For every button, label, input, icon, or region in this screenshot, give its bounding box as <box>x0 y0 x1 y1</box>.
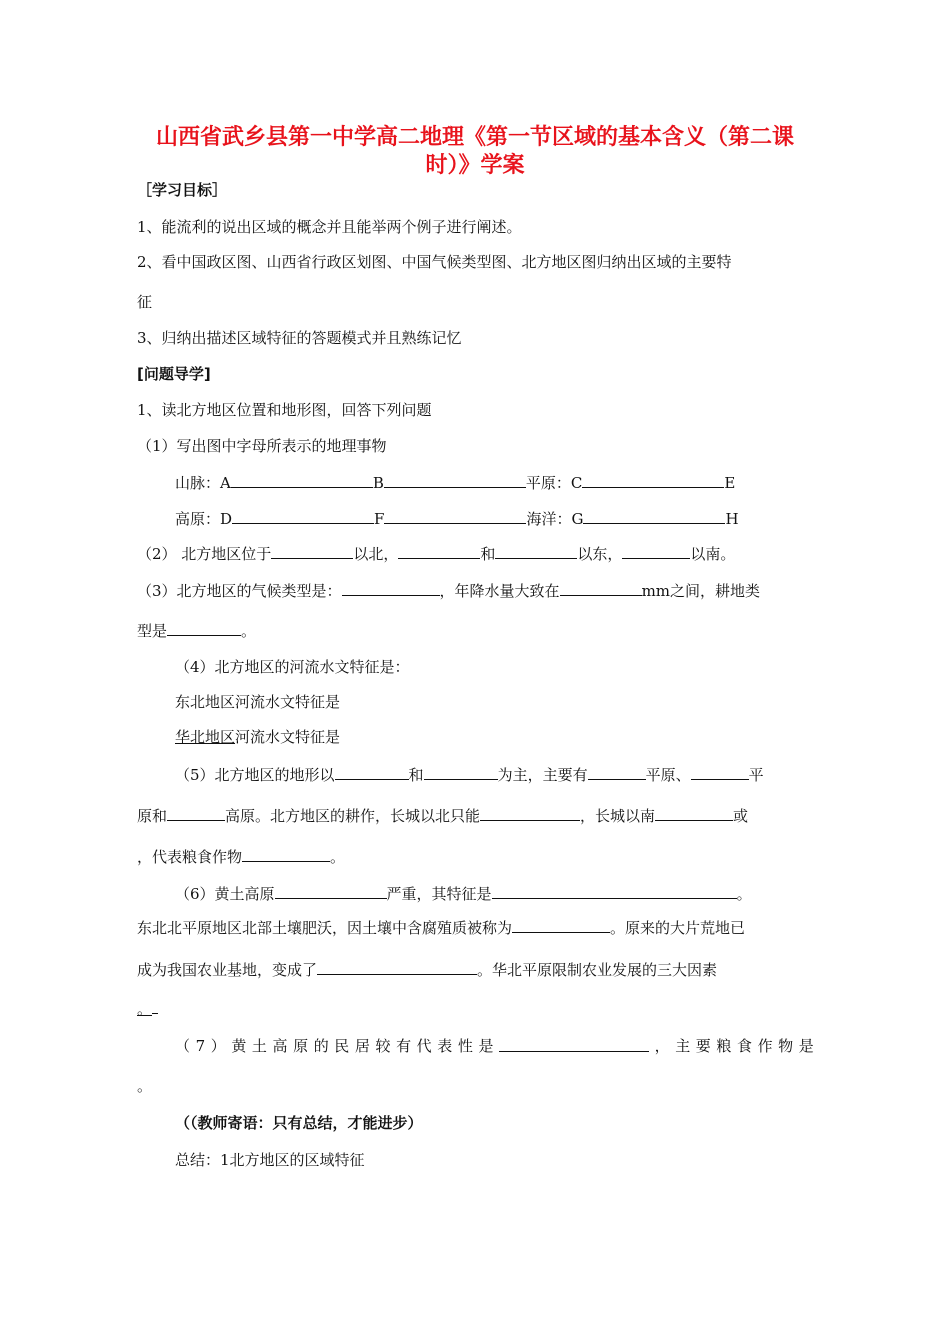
plateau-label: 高原：D <box>175 510 233 528</box>
question-3 <box>137 580 760 601</box>
q2-blank-2[interactable] <box>398 543 480 559</box>
question-6 <box>175 883 752 904</box>
q5-blank-6[interactable] <box>480 805 580 821</box>
q5-plain: 平原、 <box>645 766 691 784</box>
objective-3: 3、归纳出描述区域特征的答题模式并且熟练记忆 <box>137 329 462 347</box>
q7-char: 高 <box>272 1037 288 1055</box>
plateau-row <box>175 508 739 529</box>
q2-and: 和 <box>480 545 496 563</box>
q3-mid: ，年降水量大致在 <box>439 582 560 600</box>
q2-blank-4[interactable] <box>622 543 690 559</box>
q7-char: 是 <box>798 1037 814 1055</box>
q7-char: 7 <box>195 1037 206 1055</box>
q5-l2a: 原和 <box>137 807 168 825</box>
p-blank-3[interactable] <box>152 998 158 1014</box>
q3-blank-2[interactable] <box>560 580 642 596</box>
question-7 <box>137 1036 814 1056</box>
p1a: 东北北平原地区北部土壤肥沃，因土壤中含腐殖质被称为 <box>137 919 513 937</box>
document-title <box>120 124 830 180</box>
q3-prefix: （3）北方地区的气候类型是： <box>137 582 342 600</box>
q5-prefix: （5）北方地区的地形以 <box>175 766 335 784</box>
question-7-end: 。 <box>137 1077 153 1095</box>
teacher-message: （（教师寄语：只有总结，才能进步） <box>175 1114 423 1132</box>
q7-char: 粮 <box>716 1037 732 1055</box>
summary: 总结：1北方地区的区域特征 <box>175 1151 365 1169</box>
q7-char: 要 <box>695 1037 711 1055</box>
question-5-line-2 <box>137 805 748 826</box>
q7-blank-1[interactable] <box>499 1036 649 1052</box>
objective-2-continued: 征 <box>137 293 153 311</box>
question-1: 1、读北方地区位置和地形图，回答下列问题 <box>137 401 432 419</box>
q5-l3a: ，代表粮食作物 <box>137 848 243 866</box>
q7-char: 表 <box>437 1037 453 1055</box>
q5-l2b: 高原。北方地区的耕作，长城以北只能 <box>225 807 481 825</box>
q3-line2a: 型是 <box>137 622 168 640</box>
question-5 <box>175 764 764 785</box>
q7-char: ） <box>210 1037 226 1055</box>
q2-blank-3[interactable] <box>495 543 577 559</box>
q7-char: 有 <box>396 1037 412 1055</box>
q7-char: 居 <box>354 1037 370 1055</box>
question-3-continued <box>137 620 256 641</box>
guide-heading: [问题导学] <box>137 365 211 383</box>
q7-char: ， <box>654 1037 670 1055</box>
q3-blank-3[interactable] <box>167 620 241 636</box>
q5-blank-2[interactable] <box>424 764 498 780</box>
p2b: 。华北平原限制农业发展的三大因素 <box>477 961 718 979</box>
q6-blank-1[interactable] <box>275 883 387 899</box>
q7-char: 民 <box>334 1037 350 1055</box>
blank-f[interactable] <box>384 508 526 524</box>
title-line-1: 山西省武乡县第一中学高二地理《第一节区域的基本含义（第二课 <box>155 125 794 150</box>
blank-c[interactable] <box>582 472 724 488</box>
p3: 。 <box>137 1000 153 1018</box>
q7-char: 土 <box>251 1037 267 1055</box>
q4-northeast: 东北地区河流水文特征是 <box>175 693 341 711</box>
letter-h: H <box>725 510 739 528</box>
question-5-line-3 <box>137 846 345 867</box>
paragraph-line-1 <box>137 917 745 938</box>
mountains-label: 山脉：A <box>175 474 231 492</box>
q5-main: 为主，主要有 <box>497 766 588 784</box>
q7-char: 是 <box>478 1037 494 1055</box>
q7-char: 作 <box>757 1037 773 1055</box>
q3-end: mm之间，耕地类 <box>641 582 761 600</box>
q5-blank-5[interactable] <box>167 805 225 821</box>
q5-l3b: 。 <box>330 848 346 866</box>
sea-label: 海洋：G <box>526 510 584 528</box>
objectives-heading: ［学习目标］ <box>137 181 228 199</box>
blank-d[interactable] <box>232 508 374 524</box>
q5-l2d: 或 <box>733 807 749 825</box>
q7-char: 主 <box>675 1037 691 1055</box>
q7-char: 较 <box>375 1037 391 1055</box>
p2a: 成为我国农业基地，变成了 <box>137 961 318 979</box>
q4-northchina-text: 河流水文特征是 <box>235 728 341 746</box>
p-blank-1[interactable] <box>512 917 610 933</box>
q6-blank-2[interactable] <box>492 883 737 899</box>
blank-b[interactable] <box>384 472 526 488</box>
plain-label: 平原：C <box>525 474 583 492</box>
q2-blank-1[interactable] <box>271 543 353 559</box>
q7-line <box>137 1036 814 1056</box>
letter-f: F <box>374 510 385 528</box>
q7-char: （ <box>175 1037 191 1055</box>
q5-blank-4[interactable] <box>691 764 749 780</box>
q2-south: 以南。 <box>690 545 736 563</box>
question-2 <box>137 543 735 564</box>
q7-char: 代 <box>416 1037 432 1055</box>
paragraph-line-3 <box>137 998 158 1019</box>
mountains-row <box>175 472 735 493</box>
q2-north: 以北， <box>353 545 399 563</box>
q5-blank-1[interactable] <box>335 764 409 780</box>
letter-e: E <box>724 474 736 492</box>
blank-g[interactable] <box>583 508 725 524</box>
q2-east: 以东， <box>577 545 623 563</box>
letter-b: B <box>372 474 384 492</box>
q2-prefix: （2） 北方地区位于 <box>137 545 272 563</box>
question-4: （4）北方地区的河流水文特征是： <box>175 658 410 676</box>
p-blank-2[interactable] <box>317 959 477 975</box>
q7-char: 性 <box>457 1037 473 1055</box>
q3-line2b: 。 <box>241 622 257 640</box>
question-1-1: （1）写出图中字母所表示的地理事物 <box>137 437 387 455</box>
q4-northchina-underlined: 华北地区 <box>175 728 236 746</box>
q7-char: 食 <box>736 1037 752 1055</box>
objective-2: 2、看中国政区图、山西省行政区划图、中国气候类型图、北方地区图归纳出区域的主要特 <box>137 253 732 271</box>
q5-blank-7[interactable] <box>655 805 733 821</box>
objective-1: 1、能流利的说出区域的概念并且能举两个例子进行阐述。 <box>137 218 522 236</box>
q7-char: 物 <box>778 1037 794 1055</box>
title-line-2: 时）》学案 <box>425 153 525 178</box>
q6-mid: 严重，其特征是 <box>386 885 492 903</box>
q5-and: 和 <box>408 766 424 784</box>
q5-blank-3[interactable] <box>588 764 646 780</box>
blank-a[interactable] <box>231 472 373 488</box>
q5-l2c: ，长城以南 <box>580 807 656 825</box>
q4-northchina <box>175 727 340 747</box>
paragraph-line-2 <box>137 959 717 980</box>
q7-char: 的 <box>313 1037 329 1055</box>
q5-ping: 平 <box>748 766 764 784</box>
q3-blank-1[interactable] <box>342 580 440 596</box>
q5-blank-8[interactable] <box>242 846 330 862</box>
q7-char: 原 <box>293 1037 309 1055</box>
p1b: 。原来的大片荒地已 <box>610 919 746 937</box>
q6-end: 。 <box>736 885 752 903</box>
q6-prefix: （6）黄土高原 <box>175 885 275 903</box>
q7-char: 黄 <box>231 1037 247 1055</box>
